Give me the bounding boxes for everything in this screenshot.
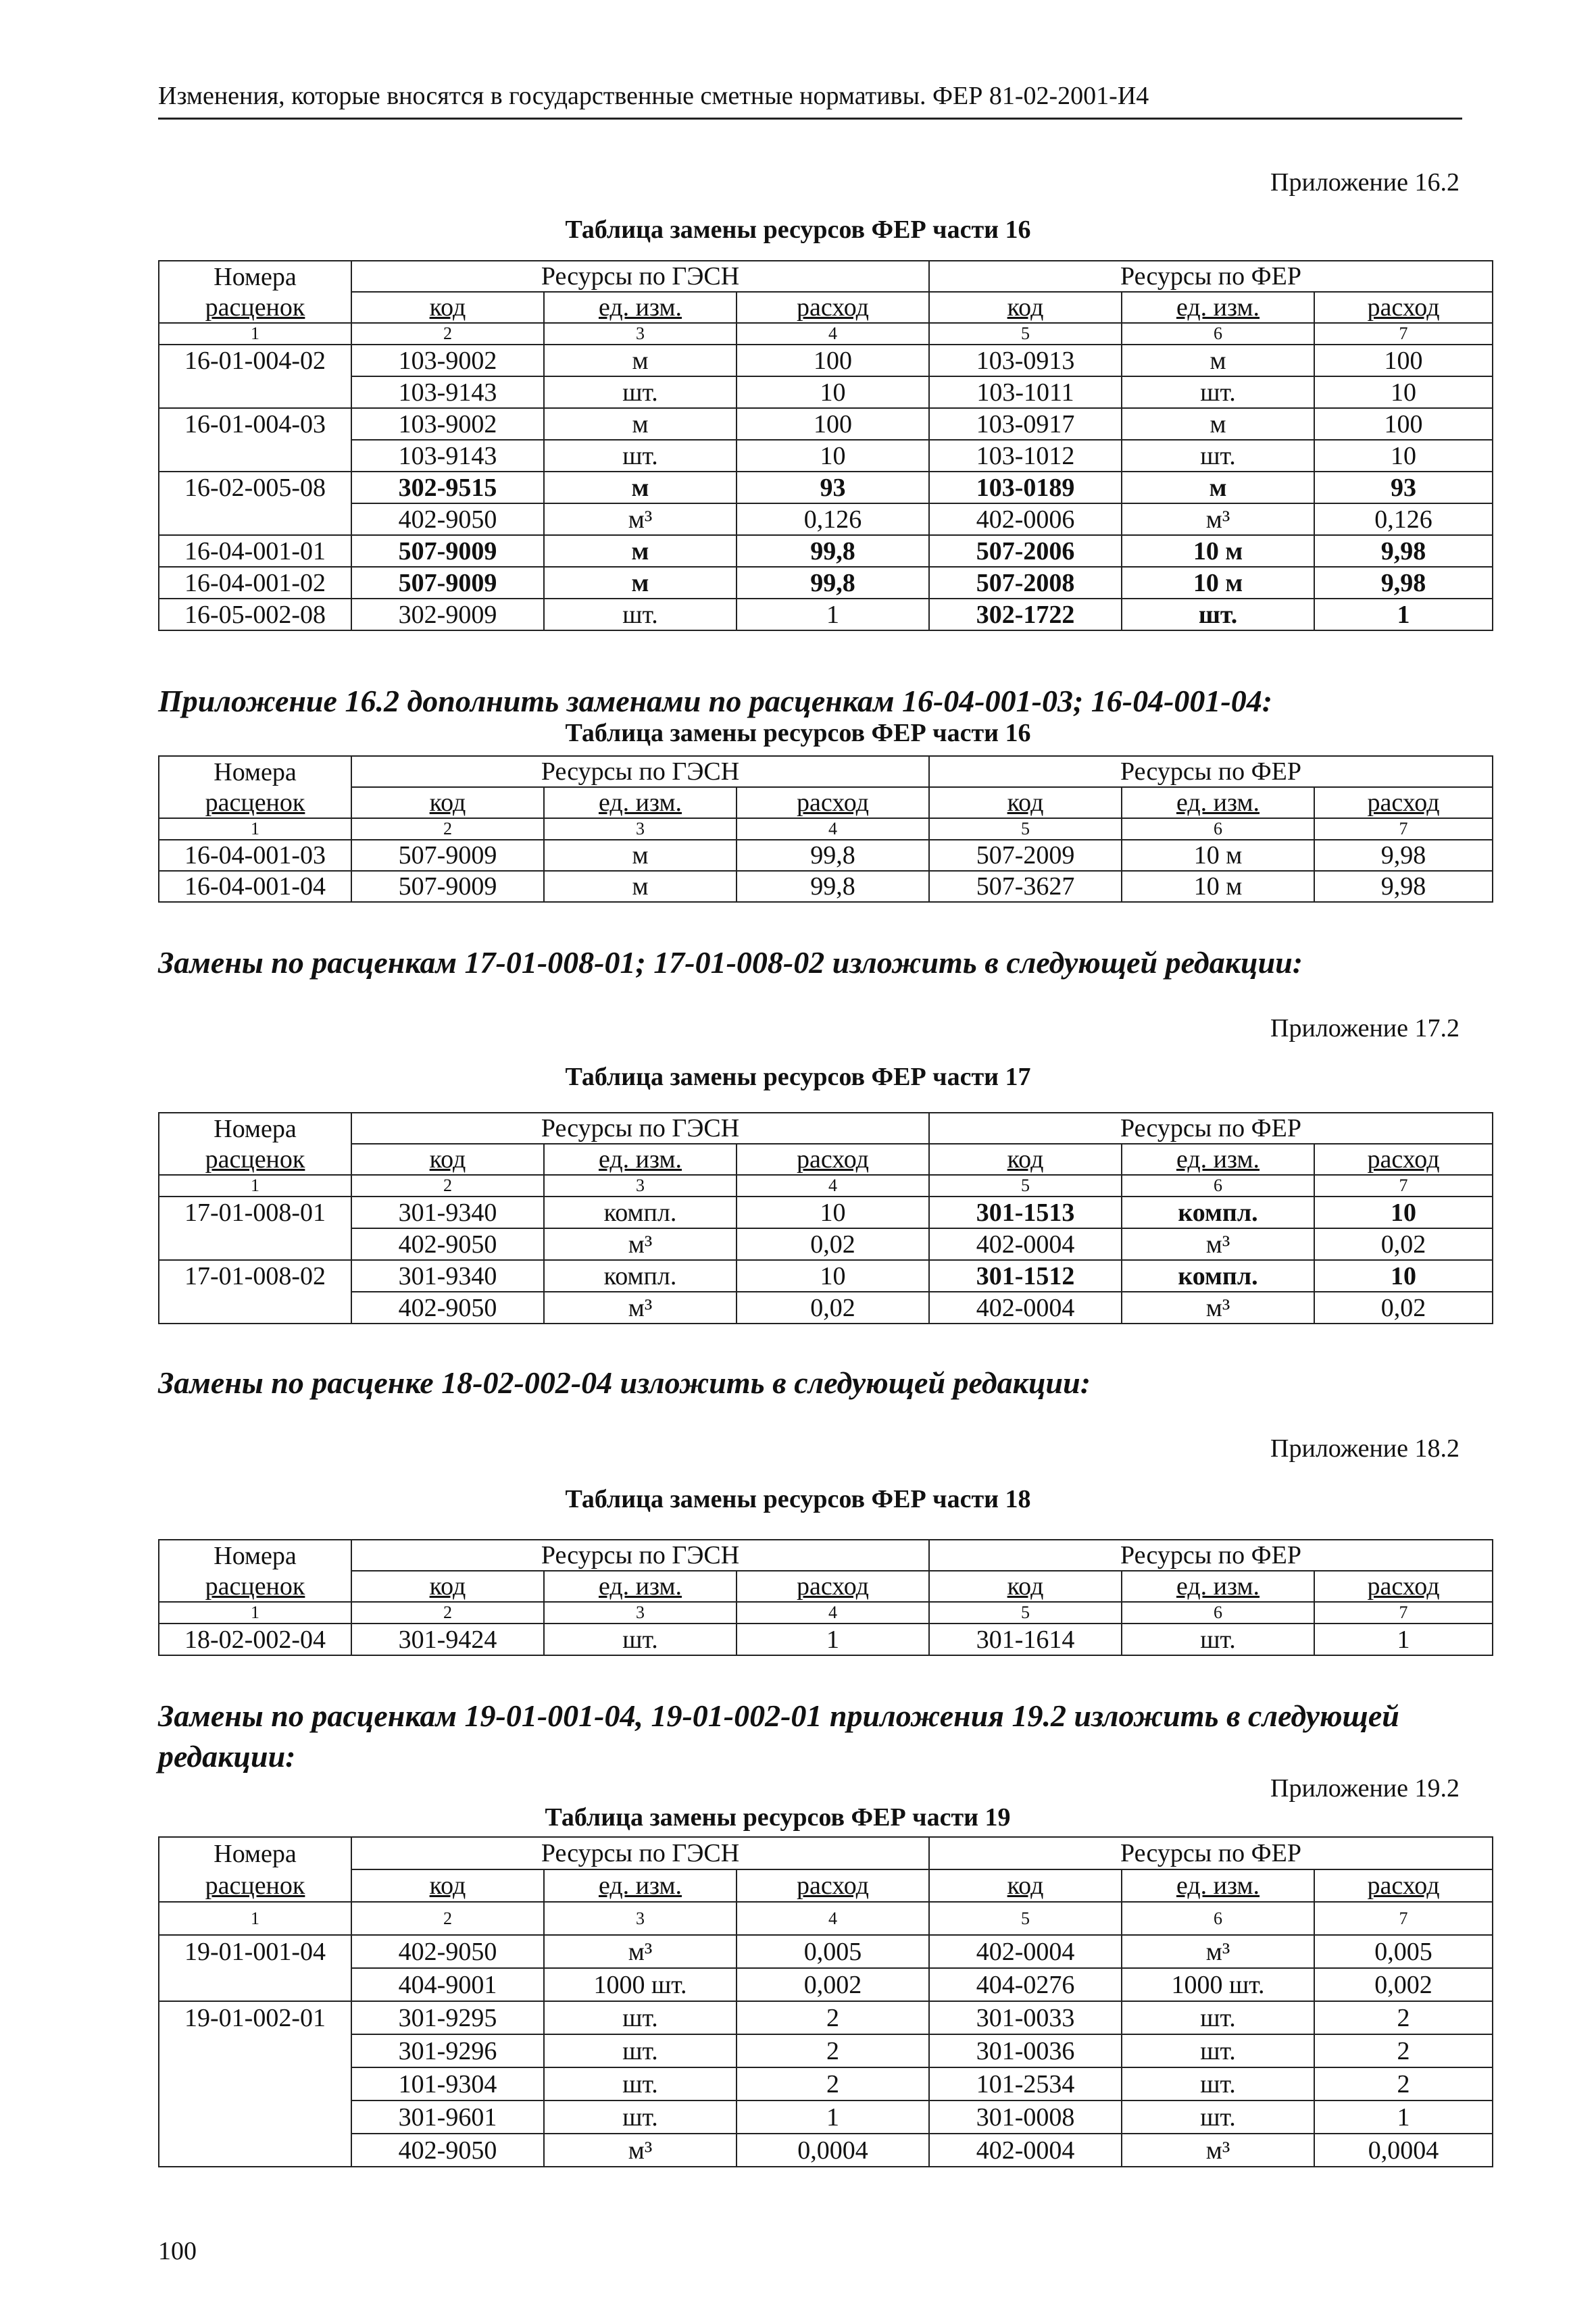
cell-f-code: 507-3627 (929, 871, 1122, 902)
cell-g-unit: шт. (544, 2034, 737, 2067)
cell-f-code: 301-0033 (929, 2001, 1122, 2034)
table-title-16-add: Таблица замены ресурсов ФЕР части 16 (565, 719, 1031, 747)
header-fer-unit: ед. изм. (1122, 1869, 1314, 1902)
cell-f-unit: шт. (1122, 2034, 1314, 2067)
cell-f-code: 402-0004 (929, 1228, 1122, 1260)
header-gesn-qty: расход (737, 1869, 929, 1902)
cell-rate (159, 503, 351, 535)
cell-f-qty: 1 (1314, 599, 1493, 630)
header-gesn-code: код (351, 787, 544, 818)
cell-g-code: 103-9143 (351, 376, 544, 408)
cell-f-qty: 9,98 (1314, 535, 1493, 567)
cell-rate: 17-01-008-01 (159, 1197, 351, 1228)
cell-f-code: 507-2006 (929, 535, 1122, 567)
cell-g-unit: шт. (544, 2067, 737, 2101)
table-row (159, 1260, 1493, 1292)
section-heading-19-line2: редакции: (158, 1739, 296, 1774)
column-number: 2 (351, 1602, 544, 1624)
column-number: 4 (737, 1902, 929, 1935)
cell-f-unit: шт. (1122, 376, 1314, 408)
header-fer-unit: ед. изм. (1122, 787, 1314, 818)
cell-f-code: 103-0189 (929, 472, 1122, 503)
cell-f-unit: м (1122, 472, 1314, 503)
cell-f-unit: шт. (1122, 1624, 1314, 1655)
header-fer-resources: Ресурсы по ФЕР (929, 1113, 1493, 1144)
cell-g-qty: 2 (737, 2034, 929, 2067)
cell-g-code: 404-9001 (351, 1968, 544, 2001)
cell-f-qty: 10 (1314, 376, 1493, 408)
cell-g-unit: м³ (544, 1292, 737, 1324)
header-fer-resources: Ресурсы по ФЕР (929, 756, 1493, 787)
header-gesn-code: код (351, 292, 544, 323)
header-fer-code: код (929, 1144, 1122, 1175)
column-number: 3 (544, 1602, 737, 1624)
cell-g-unit: м (544, 472, 737, 503)
cell-f-qty: 0,002 (1314, 1968, 1493, 2001)
cell-g-unit: м³ (544, 1935, 737, 1968)
table-row (159, 1292, 1493, 1324)
cell-g-qty: 99,8 (737, 535, 929, 567)
cell-f-unit: шт. (1122, 440, 1314, 472)
cell-f-qty: 100 (1314, 345, 1493, 376)
cell-g-unit: м (544, 345, 737, 376)
table-row (159, 535, 1493, 567)
cell-f-unit: м³ (1122, 1935, 1314, 1968)
cell-g-unit: шт. (544, 1624, 737, 1655)
cell-g-code: 402-9050 (351, 503, 544, 535)
header-fer-unit: ед. изм. (1122, 292, 1314, 323)
table-row (159, 472, 1493, 503)
cell-g-qty: 0,126 (737, 503, 929, 535)
cell-f-qty: 0,02 (1314, 1292, 1493, 1324)
cell-g-unit: м (544, 567, 737, 599)
header-fer-resources: Ресурсы по ФЕР (929, 1540, 1493, 1571)
cell-g-code: 301-9340 (351, 1260, 544, 1292)
cell-rate: 19-01-001-04 (159, 1935, 351, 1968)
cell-f-code: 402-0006 (929, 503, 1122, 535)
cell-f-code: 404-0276 (929, 1968, 1122, 2001)
cell-f-unit: шт. (1122, 2067, 1314, 2101)
running-header: Изменения, которые вносятся в государственные сметные нормативы. ФЕР 81-02-2001-И4 (158, 81, 1462, 120)
table-row (159, 1228, 1493, 1260)
column-number: 7 (1314, 1602, 1493, 1624)
appendix-label-16: Приложение 16.2 (1270, 168, 1460, 197)
cell-rate: 16-04-001-02 (159, 567, 351, 599)
table-row (159, 503, 1493, 535)
cell-f-qty: 10 (1314, 1197, 1493, 1228)
cell-f-unit: шт. (1122, 599, 1314, 630)
header-rate-numbers: Номера (159, 261, 351, 292)
cell-f-code: 301-0008 (929, 2101, 1122, 2134)
header-fer-qty: расход (1314, 787, 1493, 818)
appendix-label-18: Приложение 18.2 (1270, 1434, 1460, 1463)
cell-g-code: 301-9296 (351, 2034, 544, 2067)
cell-g-code: 507-9009 (351, 840, 544, 871)
cell-f-code: 402-0004 (929, 1292, 1122, 1324)
column-number: 6 (1122, 1902, 1314, 1935)
cell-g-unit: м³ (544, 2134, 737, 2167)
header-gesn-unit: ед. изм. (544, 1869, 737, 1902)
cell-g-code: 402-9050 (351, 1935, 544, 1968)
cell-f-unit: 10 м (1122, 535, 1314, 567)
cell-rate: 16-04-001-01 (159, 535, 351, 567)
column-number: 2 (351, 1902, 544, 1935)
header-fer-code: код (929, 1571, 1122, 1602)
cell-f-code: 302-1722 (929, 599, 1122, 630)
cell-f-code: 103-0917 (929, 408, 1122, 440)
cell-f-unit: м (1122, 345, 1314, 376)
header-fer-unit: ед. изм. (1122, 1144, 1314, 1175)
cell-g-qty: 10 (737, 1260, 929, 1292)
cell-f-qty: 9,98 (1314, 871, 1493, 902)
cell-f-code: 103-1012 (929, 440, 1122, 472)
column-number: 3 (544, 323, 737, 345)
header-gesn-qty: расход (737, 1144, 929, 1175)
cell-f-code: 103-1011 (929, 376, 1122, 408)
table-row (159, 1968, 1493, 2001)
header-gesn-resources: Ресурсы по ГЭСН (351, 1113, 929, 1144)
header-fer-code: код (929, 292, 1122, 323)
cell-rate: 18-02-002-04 (159, 1624, 351, 1655)
cell-rate: 17-01-008-02 (159, 1260, 351, 1292)
header-fer-unit: ед. изм. (1122, 1571, 1314, 1602)
table-row (159, 2067, 1493, 2101)
table-row (159, 440, 1493, 472)
cell-g-qty: 0,02 (737, 1228, 929, 1260)
column-number: 6 (1122, 1602, 1314, 1624)
cell-g-unit: м³ (544, 1228, 737, 1260)
cell-f-code: 301-0036 (929, 2034, 1122, 2067)
section-heading-18: Замены по расценке 18-02-002-04 изложить в следующей редакции: (158, 1365, 1091, 1400)
header-rate-numbers: Номера (159, 1113, 351, 1144)
cell-g-unit: м (544, 871, 737, 902)
section-heading-19-line1: Замены по расценкам 19-01-001-04, 19-01-002-01 приложения 19.2 изложить в следующей (158, 1699, 1399, 1733)
column-number: 1 (159, 323, 351, 345)
cell-rate: 16-04-001-03 (159, 840, 351, 871)
cell-g-code: 507-9009 (351, 871, 544, 902)
cell-g-qty: 1 (737, 599, 929, 630)
cell-g-qty: 100 (737, 408, 929, 440)
cell-g-unit: шт. (544, 2101, 737, 2134)
cell-rate: 16-05-002-08 (159, 599, 351, 630)
column-number: 3 (544, 1175, 737, 1197)
cell-g-qty: 10 (737, 1197, 929, 1228)
replacement-table-19 (158, 1836, 1493, 2167)
cell-g-code: 402-9050 (351, 1228, 544, 1260)
column-number: 2 (351, 818, 544, 840)
header-fer-qty: расход (1314, 292, 1493, 323)
cell-f-code: 507-2008 (929, 567, 1122, 599)
header-rate-numbers: Номера (159, 1540, 351, 1571)
cell-rate (159, 2134, 351, 2167)
cell-g-qty: 2 (737, 2067, 929, 2101)
cell-f-unit: компл. (1122, 1260, 1314, 1292)
header-fer-resources: Ресурсы по ФЕР (929, 1837, 1493, 1869)
column-number: 2 (351, 323, 544, 345)
cell-f-unit: м³ (1122, 1292, 1314, 1324)
cell-g-qty: 10 (737, 376, 929, 408)
cell-f-qty: 2 (1314, 2001, 1493, 2034)
appendix-label-17: Приложение 17.2 (1270, 1014, 1460, 1042)
cell-rate (159, 1228, 351, 1260)
column-number: 4 (737, 1602, 929, 1624)
cell-f-code: 103-0913 (929, 345, 1122, 376)
table-row (159, 2001, 1493, 2034)
header-rate-numbers: Номера (159, 756, 351, 787)
cell-f-unit: м (1122, 408, 1314, 440)
cell-f-unit: м³ (1122, 503, 1314, 535)
cell-f-unit: шт. (1122, 2101, 1314, 2134)
cell-g-code: 302-9009 (351, 599, 544, 630)
cell-g-code: 301-9340 (351, 1197, 544, 1228)
cell-g-code: 301-9295 (351, 2001, 544, 2034)
replacement-table-18 (158, 1539, 1493, 1656)
cell-f-unit: 1000 шт. (1122, 1968, 1314, 2001)
cell-g-unit: шт. (544, 599, 737, 630)
cell-g-unit: компл. (544, 1197, 737, 1228)
cell-f-qty: 2 (1314, 2034, 1493, 2067)
header-gesn-code: код (351, 1869, 544, 1902)
cell-g-qty: 1 (737, 1624, 929, 1655)
cell-f-qty: 2 (1314, 2067, 1493, 2101)
header-gesn-resources: Ресурсы по ГЭСН (351, 756, 929, 787)
cell-rate (159, 440, 351, 472)
column-number: 7 (1314, 1175, 1493, 1197)
header-gesn-qty: расход (737, 1571, 929, 1602)
cell-rate: 16-01-004-03 (159, 408, 351, 440)
cell-g-code: 103-9143 (351, 440, 544, 472)
section-heading-19 (158, 1696, 1462, 1777)
column-number: 5 (929, 1902, 1122, 1935)
table-row (159, 2034, 1493, 2067)
table-row (159, 1624, 1493, 1655)
column-number: 6 (1122, 818, 1314, 840)
cell-g-unit: шт. (544, 440, 737, 472)
column-number: 1 (159, 1175, 351, 1197)
column-number: 5 (929, 323, 1122, 345)
cell-f-qty: 9,98 (1314, 567, 1493, 599)
table-row (159, 2101, 1493, 2134)
appendix-label-19: Приложение 19.2 (1270, 1774, 1460, 1803)
header-fer-qty: расход (1314, 1869, 1493, 1902)
table-title-19: Таблица замены ресурсов ФЕР части 19 (545, 1803, 1011, 1832)
header-rate-numbers-line2: расценок (159, 1869, 351, 1902)
column-number: 3 (544, 1902, 737, 1935)
column-number: 5 (929, 818, 1122, 840)
column-number: 1 (159, 818, 351, 840)
cell-f-unit: 10 м (1122, 567, 1314, 599)
cell-f-code: 301-1513 (929, 1197, 1122, 1228)
header-fer-code: код (929, 787, 1122, 818)
cell-rate (159, 2067, 351, 2101)
column-number: 6 (1122, 1175, 1314, 1197)
replacement-table-16 (158, 260, 1493, 631)
cell-f-code: 101-2534 (929, 2067, 1122, 2101)
header-gesn-qty: расход (737, 787, 929, 818)
cell-f-code: 402-0004 (929, 1935, 1122, 1968)
cell-g-code: 402-9050 (351, 1292, 544, 1324)
column-number: 1 (159, 1902, 351, 1935)
cell-g-qty: 0,0004 (737, 2134, 929, 2167)
cell-f-unit: 10 м (1122, 840, 1314, 871)
table-row (159, 345, 1493, 376)
column-number: 3 (544, 818, 737, 840)
table-row (159, 840, 1493, 871)
table-row (159, 599, 1493, 630)
page-number: 100 (158, 2237, 197, 2265)
table-row (159, 1935, 1493, 1968)
column-number: 4 (737, 1175, 929, 1197)
cell-g-code: 507-9009 (351, 535, 544, 567)
table-row (159, 1197, 1493, 1228)
cell-g-qty: 0,005 (737, 1935, 929, 1968)
cell-g-unit: шт. (544, 376, 737, 408)
cell-g-code: 101-9304 (351, 2067, 544, 2101)
cell-g-unit: 1000 шт. (544, 1968, 737, 2001)
cell-f-code: 402-0004 (929, 2134, 1122, 2167)
header-fer-qty: расход (1314, 1571, 1493, 1602)
cell-f-qty: 0,0004 (1314, 2134, 1493, 2167)
cell-f-qty: 10 (1314, 1260, 1493, 1292)
column-number: 4 (737, 323, 929, 345)
cell-f-qty: 100 (1314, 408, 1493, 440)
column-number: 7 (1314, 818, 1493, 840)
section-heading-16-add: Приложение 16.2 дополнить заменами по расценкам 16-04-001-03; 16-04-001-04: (158, 684, 1273, 718)
table-row (159, 376, 1493, 408)
column-number: 7 (1314, 323, 1493, 345)
header-rate-numbers-line2: расценок (159, 1571, 351, 1602)
column-number: 5 (929, 1602, 1122, 1624)
section-heading-17: Замены по расценкам 17-01-008-01; 17-01-008-02 изложить в следующей редакции: (158, 945, 1303, 980)
cell-f-unit: компл. (1122, 1197, 1314, 1228)
header-fer-qty: расход (1314, 1144, 1493, 1175)
column-number: 4 (737, 818, 929, 840)
cell-rate (159, 2034, 351, 2067)
table-row (159, 567, 1493, 599)
table-row (159, 871, 1493, 902)
header-rate-numbers-line2: расценок (159, 292, 351, 323)
cell-g-code: 301-9601 (351, 2101, 544, 2134)
cell-g-qty: 10 (737, 440, 929, 472)
cell-f-qty: 93 (1314, 472, 1493, 503)
replacement-table-17 (158, 1112, 1493, 1324)
cell-rate: 16-02-005-08 (159, 472, 351, 503)
cell-g-qty: 0,02 (737, 1292, 929, 1324)
cell-g-code: 302-9515 (351, 472, 544, 503)
header-fer-code: код (929, 1869, 1122, 1902)
cell-f-unit: м³ (1122, 2134, 1314, 2167)
cell-g-qty: 100 (737, 345, 929, 376)
header-gesn-unit: ед. изм. (544, 787, 737, 818)
cell-rate (159, 1292, 351, 1324)
column-number: 2 (351, 1175, 544, 1197)
cell-f-qty: 1 (1314, 2101, 1493, 2134)
cell-f-qty: 1 (1314, 1624, 1493, 1655)
cell-g-qty: 99,8 (737, 567, 929, 599)
header-gesn-unit: ед. изм. (544, 292, 737, 323)
cell-f-unit: м³ (1122, 1228, 1314, 1260)
cell-g-qty: 1 (737, 2101, 929, 2134)
cell-g-unit: шт. (544, 2001, 737, 2034)
header-gesn-code: код (351, 1144, 544, 1175)
cell-g-unit: м (544, 535, 737, 567)
header-gesn-unit: ед. изм. (544, 1144, 737, 1175)
cell-rate: 16-04-001-04 (159, 871, 351, 902)
cell-f-unit: 10 м (1122, 871, 1314, 902)
cell-g-qty: 93 (737, 472, 929, 503)
cell-g-unit: компл. (544, 1260, 737, 1292)
table-row (159, 2134, 1493, 2167)
cell-rate (159, 376, 351, 408)
cell-g-unit: м (544, 840, 737, 871)
header-gesn-resources: Ресурсы по ГЭСН (351, 1540, 929, 1571)
cell-rate (159, 2101, 351, 2134)
cell-g-qty: 99,8 (737, 871, 929, 902)
cell-f-qty: 0,02 (1314, 1228, 1493, 1260)
cell-f-code: 301-1614 (929, 1624, 1122, 1655)
cell-rate: 16-01-004-02 (159, 345, 351, 376)
header-rate-numbers-line2: расценок (159, 1144, 351, 1175)
replacement-table-16-add (158, 755, 1493, 903)
header-rate-numbers: Номера (159, 1837, 351, 1869)
cell-g-unit: м (544, 408, 737, 440)
cell-g-code: 402-9050 (351, 2134, 544, 2167)
cell-rate (159, 1968, 351, 2001)
cell-g-qty: 2 (737, 2001, 929, 2034)
column-number: 7 (1314, 1902, 1493, 1935)
cell-g-code: 507-9009 (351, 567, 544, 599)
table-title-18: Таблица замены ресурсов ФЕР части 18 (565, 1485, 1031, 1513)
cell-f-qty: 0,126 (1314, 503, 1493, 535)
header-gesn-resources: Ресурсы по ГЭСН (351, 1837, 929, 1869)
cell-g-qty: 99,8 (737, 840, 929, 871)
cell-g-code: 103-9002 (351, 408, 544, 440)
cell-f-qty: 9,98 (1314, 840, 1493, 871)
table-row (159, 408, 1493, 440)
column-number: 1 (159, 1602, 351, 1624)
header-gesn-code: код (351, 1571, 544, 1602)
header-gesn-resources: Ресурсы по ГЭСН (351, 261, 929, 292)
column-number: 6 (1122, 323, 1314, 345)
header-gesn-qty: расход (737, 292, 929, 323)
table-title-17: Таблица замены ресурсов ФЕР части 17 (565, 1063, 1031, 1091)
column-number: 5 (929, 1175, 1122, 1197)
cell-f-unit: шт. (1122, 2001, 1314, 2034)
cell-rate: 19-01-002-01 (159, 2001, 351, 2034)
cell-f-code: 301-1512 (929, 1260, 1122, 1292)
table-title-16: Таблица замены ресурсов ФЕР части 16 (565, 216, 1031, 244)
cell-g-code: 301-9424 (351, 1624, 544, 1655)
cell-f-code: 507-2009 (929, 840, 1122, 871)
cell-g-code: 103-9002 (351, 345, 544, 376)
header-fer-resources: Ресурсы по ФЕР (929, 261, 1493, 292)
cell-f-qty: 10 (1314, 440, 1493, 472)
header-gesn-unit: ед. изм. (544, 1571, 737, 1602)
cell-f-qty: 0,005 (1314, 1935, 1493, 1968)
cell-g-qty: 0,002 (737, 1968, 929, 2001)
cell-g-unit: м³ (544, 503, 737, 535)
header-rate-numbers-line2: расценок (159, 787, 351, 818)
